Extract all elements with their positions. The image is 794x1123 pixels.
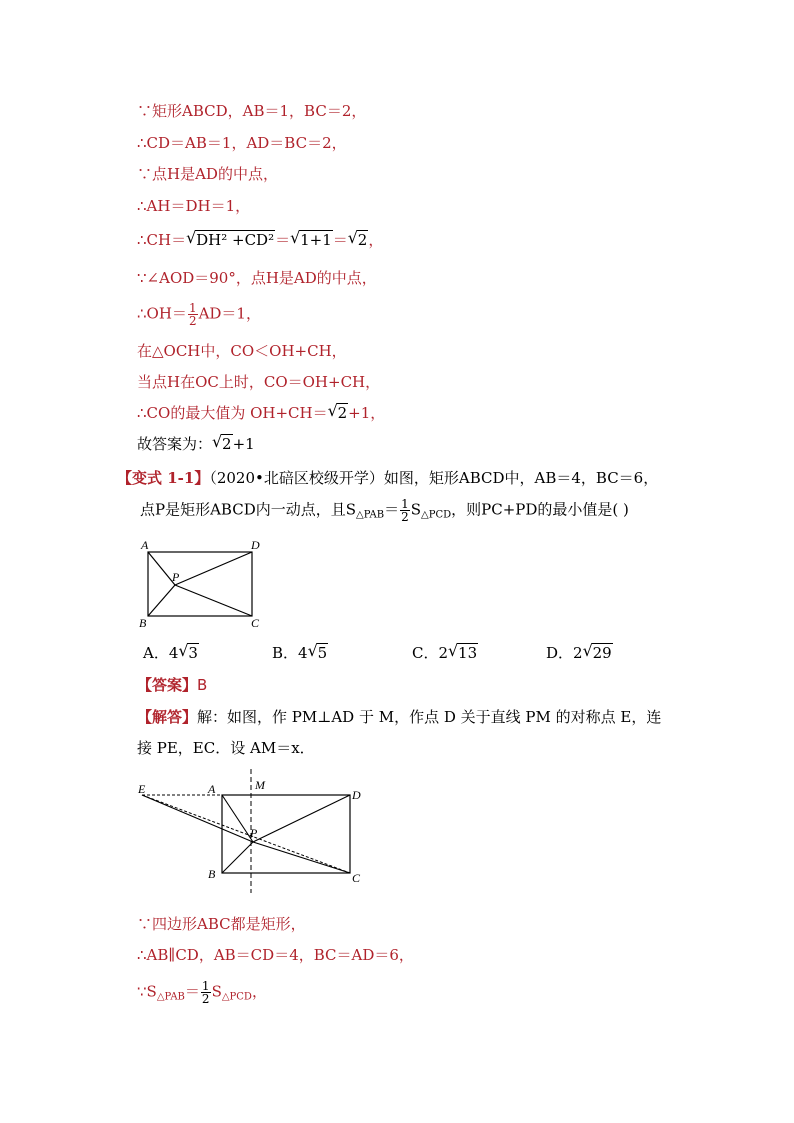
text: ＝	[384, 500, 400, 519]
text: 故答案为：	[137, 435, 213, 453]
text: ∴AB∥CD，AB＝CD＝4，BC＝AD＝6，	[137, 946, 414, 964]
text: +1	[232, 435, 255, 453]
text: ∵矩形ABCD，AB＝1，BC＝2，	[137, 102, 367, 120]
text: 点P是矩形ABCD内一动点，且S	[140, 500, 357, 519]
rectangle-figure-1	[135, 535, 270, 631]
coef: 2	[573, 644, 583, 662]
text: 当点H在OC上时，CO＝OH+CH，	[137, 373, 381, 391]
label-M: M	[255, 778, 265, 792]
answer-tag: 【答案】	[137, 676, 198, 694]
text: ∵∠AOD＝90°，点H是AD的中点，	[137, 269, 377, 287]
option-label: C．	[412, 644, 439, 662]
subscript: △PCD	[221, 991, 252, 1003]
question-line-2	[140, 498, 629, 527]
label-B: B	[208, 867, 216, 881]
answer-value: B	[197, 676, 208, 694]
label-B: B	[139, 616, 147, 630]
denominator: 2	[188, 314, 197, 328]
text: ，则PC+PD的最小值是( )	[451, 500, 629, 519]
label-C: C	[251, 616, 260, 630]
option-d	[546, 643, 613, 663]
sqrt-expression: √ 29	[582, 641, 612, 662]
text: ∵点H是AD的中点，	[137, 165, 278, 183]
fraction	[201, 980, 211, 1005]
subscript: △PAB	[156, 991, 185, 1003]
label-P: P	[250, 826, 258, 840]
option-c	[412, 643, 478, 663]
sqrt-expression: √ 1+1	[290, 228, 332, 249]
solution-next-line-3	[137, 980, 267, 1008]
label-P: P	[172, 570, 180, 584]
analysis-line-1	[137, 706, 661, 728]
radicand: 2	[337, 404, 348, 422]
solution-line-6	[137, 268, 377, 288]
text: S	[410, 500, 422, 519]
radicand: DH² +CD²	[196, 231, 275, 249]
denominator: 2	[401, 510, 409, 524]
numerator: 1	[201, 979, 210, 993]
subscript: △PCD	[421, 509, 452, 521]
text: ，	[251, 982, 267, 1001]
solution-line-4	[137, 196, 250, 216]
text: AD＝1，	[198, 304, 261, 323]
answer-line	[137, 674, 207, 696]
rectangle-figure-2	[132, 765, 370, 895]
coef: 4	[168, 644, 179, 662]
sqrt-expression: √ DH² +CD²	[186, 228, 275, 249]
numerator: 1	[401, 497, 409, 511]
question-line-1	[117, 467, 658, 489]
coef: 2	[438, 644, 449, 662]
option-a	[143, 643, 199, 663]
coef: 4	[298, 644, 308, 662]
option-label: A．	[143, 644, 169, 662]
text: ＝	[184, 982, 200, 1001]
question-source: （2020•北碚区校级开学）	[209, 469, 384, 487]
solution-next-line-1	[137, 914, 306, 934]
radicand: 13	[458, 644, 478, 662]
solution-line-10	[137, 403, 385, 423]
text: ∵四边形ABC都是矩形，	[137, 915, 306, 933]
text: +1，	[348, 404, 386, 422]
text: 接 PE，EC．设 AM＝x．	[137, 739, 315, 757]
label-C: C	[352, 871, 361, 885]
radicand: 2	[357, 231, 368, 249]
sqrt-expression: √ 3	[178, 641, 198, 662]
text: ∴AH＝DH＝1，	[137, 197, 251, 215]
text: S	[211, 982, 222, 1001]
solution-line-3	[137, 164, 278, 184]
solution-line-11	[137, 434, 255, 454]
text: ∴CD＝AB＝1，AD＝BC＝2，	[137, 134, 347, 152]
radicand: 5	[317, 644, 328, 662]
denominator: 2	[201, 992, 210, 1006]
text: ∵S	[137, 982, 157, 1001]
option-b	[272, 643, 328, 663]
numerator: 1	[188, 301, 197, 315]
sqrt-expression: √ 2	[347, 228, 368, 249]
radicand: 29	[592, 644, 612, 662]
option-label: D．	[546, 644, 574, 662]
radicand: 1+1	[300, 231, 332, 249]
label-D: D	[251, 538, 260, 552]
sqrt-expression: √ 2	[212, 432, 232, 453]
option-label: B．	[272, 644, 299, 662]
text: 如图，矩形ABCD中，AB＝4，BC＝6，	[383, 469, 659, 487]
sqrt-expression: √ 2	[327, 401, 348, 422]
radicand: 2	[222, 435, 232, 453]
solution-line-2	[137, 133, 347, 153]
sqrt-expression: √ 5	[307, 641, 328, 662]
text: 在△OCH中，CO＜OH+CH，	[137, 342, 347, 360]
analysis-line-2	[137, 737, 315, 759]
label-A: A	[208, 782, 216, 796]
fraction	[188, 302, 198, 327]
solution-line-1	[137, 101, 366, 121]
text: ＝	[332, 231, 348, 249]
question-tag: 【变式 1-1】	[117, 469, 210, 487]
text: ，	[368, 231, 384, 249]
text: ＝	[275, 231, 291, 249]
solution-line-7	[137, 302, 261, 327]
solution-next-line-2	[137, 945, 414, 965]
text: ∴OH＝	[137, 304, 187, 323]
fraction	[400, 498, 410, 523]
text: ∴CH＝	[137, 231, 187, 249]
radicand: 3	[188, 644, 198, 662]
analysis-tag: 【解答】	[137, 708, 198, 726]
text: ∴CO的最大值为 OH+CH＝	[137, 404, 328, 422]
solution-line-5	[137, 230, 383, 250]
label-A: A	[141, 538, 149, 552]
solution-line-9	[137, 372, 380, 392]
text: 解：如图，作 PM⊥AD 于 M，作点 D 关于直线 PM 的对称点 E，连	[197, 708, 662, 726]
label-D: D	[352, 788, 361, 802]
solution-line-8	[137, 341, 347, 361]
sqrt-expression: √ 13	[448, 641, 478, 662]
subscript: △PAB	[356, 509, 385, 521]
label-E: E	[138, 782, 146, 796]
